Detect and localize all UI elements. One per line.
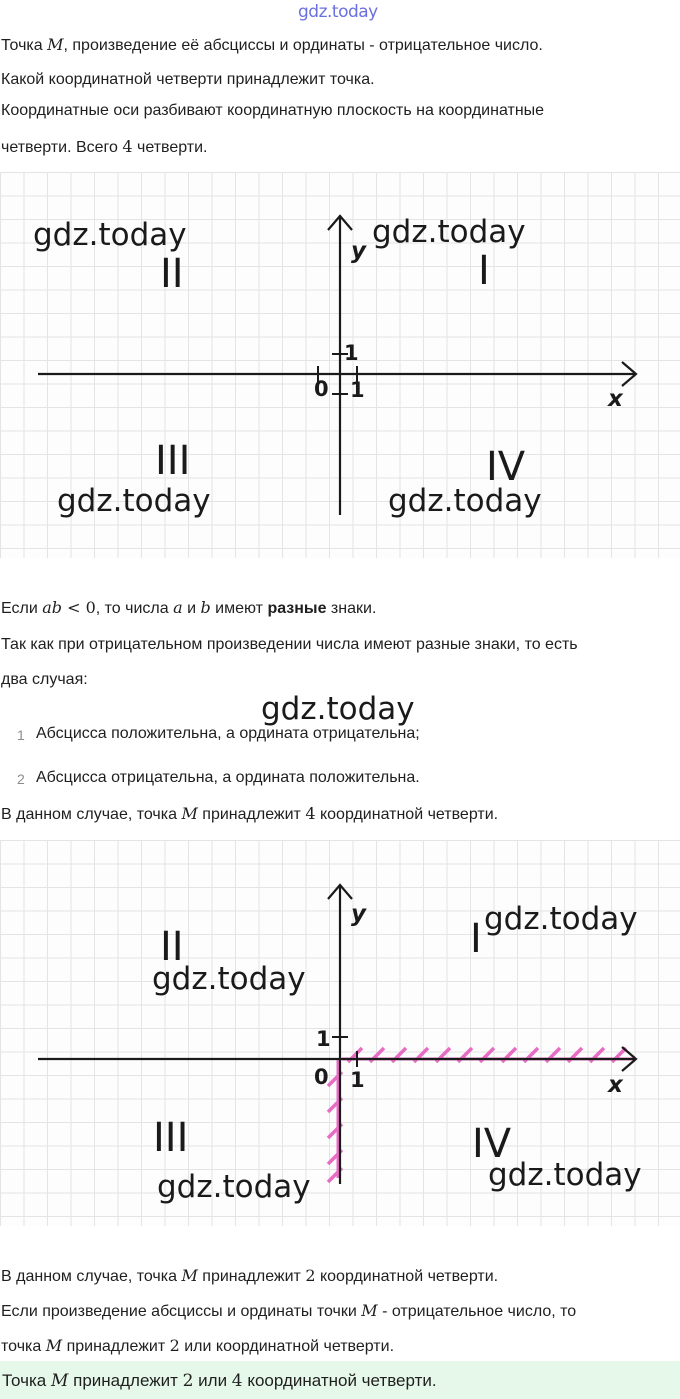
math-num: 4 — [231, 1371, 243, 1391]
list-text: Абсцисса отрицательна, а ордината положительна. — [36, 769, 420, 786]
case-4-line — [1, 804, 498, 825]
intro-line-1 — [1, 35, 543, 56]
text: четверти. — [132, 139, 208, 156]
quadrant-4-label: IV — [486, 444, 526, 490]
text: координатной четверти. — [315, 806, 499, 823]
text: координатной четверти. — [242, 1371, 437, 1390]
text: В данном случае, точка — [1, 1268, 182, 1285]
math-var: M — [50, 1371, 69, 1391]
watermark: gdz.today — [261, 691, 415, 727]
watermark: gdz.today — [488, 1157, 642, 1193]
tick-label-y: 1 — [316, 1027, 331, 1051]
text: или — [193, 1371, 232, 1390]
watermark: gdz.today — [57, 483, 211, 519]
quadrant-3-label: III — [155, 438, 191, 484]
text: точка — [1, 1338, 46, 1355]
answer-text — [2, 1371, 437, 1391]
bold-text: разные — [267, 600, 327, 617]
watermark: gdz.today — [372, 214, 526, 250]
math-num: 2 — [182, 1371, 194, 1391]
summary-line-1 — [1, 1301, 576, 1322]
watermark: gdz.today — [484, 901, 638, 937]
summary-line-2 — [1, 1336, 394, 1357]
math-num: 0 — [85, 598, 96, 617]
math-var: M — [181, 1266, 198, 1285]
math-var: M — [361, 1301, 378, 1320]
explanation-line-2: два случая: — [1, 671, 88, 688]
math-var: M — [47, 35, 64, 54]
quadrant-2-label: II — [160, 924, 184, 970]
text: координатной четверти. — [315, 1268, 499, 1285]
origin-label: 0 — [314, 377, 329, 401]
x-axis-label: x — [608, 1072, 623, 1098]
text: Если произведение абсциссы и ординаты точки — [1, 1303, 362, 1320]
text: имеют — [210, 600, 268, 617]
header-watermark: gdz.today — [298, 2, 378, 22]
quadrant-1-label: I — [470, 916, 482, 962]
math-num: 2 — [305, 1266, 316, 1285]
math-var: M — [45, 1336, 63, 1355]
text: принадлежит — [62, 1338, 170, 1355]
text: , произведение её абсциссы и ординаты - отрицательное число. — [63, 37, 543, 54]
list-item — [0, 769, 680, 789]
y-axis-label: y — [351, 901, 366, 927]
math-num: 2 — [169, 1336, 180, 1355]
math-var: a — [173, 598, 183, 617]
coordinate-plane-2-svg — [0, 840, 680, 1226]
quadrant-2-label: II — [160, 251, 184, 297]
quadrant-4-label: IV — [472, 1121, 512, 1167]
math-var: ab — [42, 598, 62, 617]
text: четверти. Всего — [1, 139, 123, 156]
text: , то числа — [95, 600, 174, 617]
y-axis-label: y — [351, 238, 366, 264]
coordinate-plane-2 — [0, 840, 680, 1226]
watermark: gdz.today — [388, 483, 542, 519]
tick-label-y: 1 — [344, 341, 359, 365]
text: Точка — [1, 37, 48, 54]
tick-label-x: 1 — [350, 1068, 365, 1092]
text: принадлежит — [197, 1268, 306, 1285]
text: принадлежит — [197, 806, 306, 823]
list-number: 1 — [17, 727, 25, 743]
text: и — [182, 600, 201, 617]
text: В данном случае, точка — [1, 806, 182, 823]
text: Если — [1, 600, 43, 617]
math-num: 4 — [122, 137, 133, 156]
watermark: gdz.today — [157, 1169, 311, 1205]
watermark: gdz.today — [33, 217, 187, 253]
math-op: < — [62, 598, 86, 617]
tick-label-x: 1 — [350, 378, 365, 402]
quadrant-1-label: I — [478, 248, 490, 294]
answer-box — [0, 1361, 680, 1399]
watermark: gdz.today — [152, 961, 306, 997]
list-item — [0, 725, 680, 745]
text: принадлежит — [68, 1371, 183, 1390]
text: - отрицательное число, то — [377, 1303, 577, 1320]
x-axis-label: x — [608, 386, 623, 412]
math-var: M — [181, 804, 198, 823]
case-2-line — [1, 1266, 498, 1287]
list-text: Абсцисса положительна, а ордината отрицательна; — [36, 725, 420, 742]
condition-line — [1, 598, 376, 619]
coordinate-plane-1-svg — [0, 172, 680, 558]
intro-line-3: Координатные оси разбивают координатную плоскость на координатные — [1, 102, 545, 119]
text: знаки. — [326, 600, 377, 617]
text: или координатной четверти. — [179, 1338, 395, 1355]
math-var: b — [200, 598, 211, 617]
quadrant-3-label: III — [153, 1115, 189, 1161]
math-num: 4 — [305, 804, 316, 823]
origin-label: 0 — [314, 1065, 329, 1089]
intro-line-2: Какой координатной четверти принадлежит точка. — [1, 71, 375, 88]
text: Точка — [2, 1371, 51, 1390]
coordinate-plane-1 — [0, 172, 680, 558]
intro-line-4 — [1, 137, 208, 158]
list-number: 2 — [17, 771, 25, 787]
explanation-line: Так как при отрицательном произведении числа имеют разные знаки, то есть — [1, 636, 578, 653]
